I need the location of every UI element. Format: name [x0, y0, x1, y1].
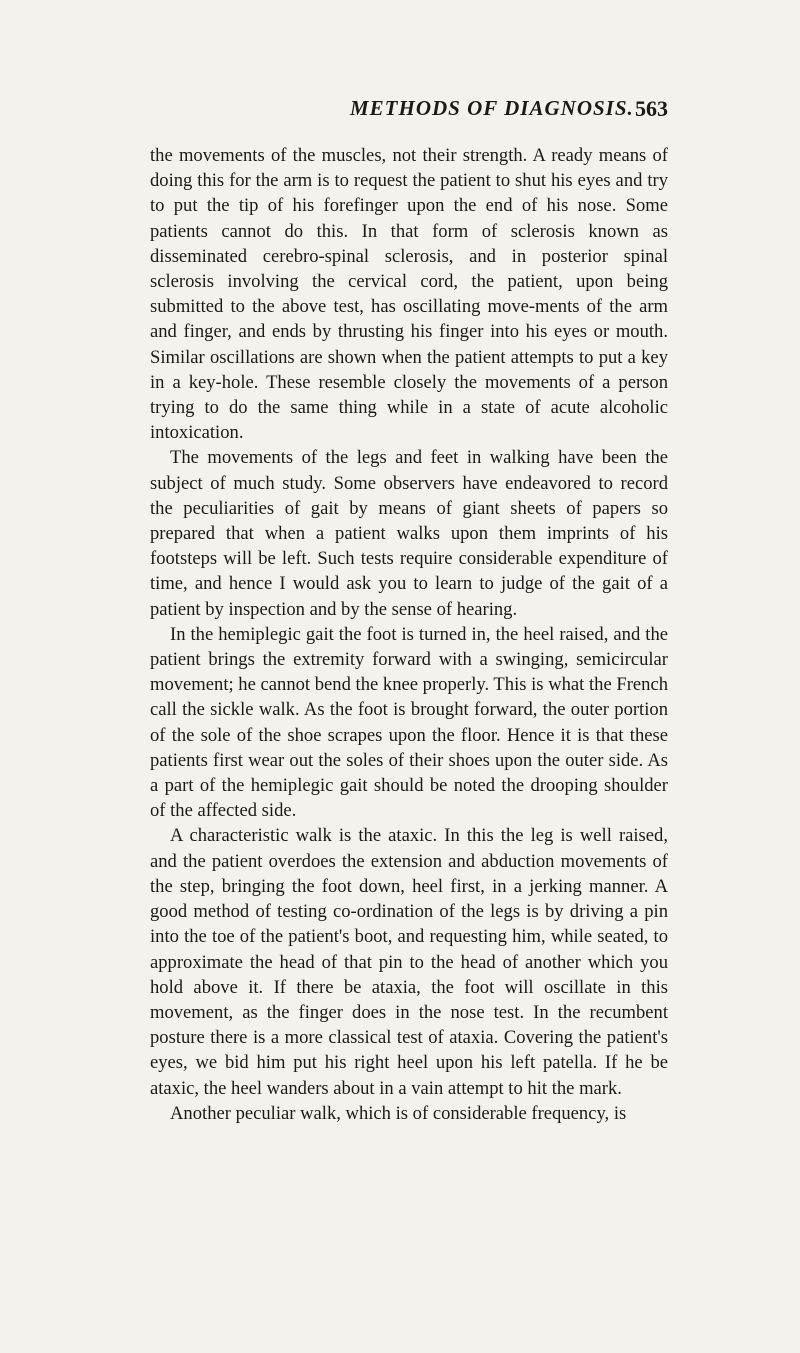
- paragraph-hemiplegic-gait: In the hemiplegic gait the foot is turned in, the heel raised, and the patient brings the extremity forward with a swinging, semicircular movement; he cannot bend the knee properly. This is what the French call the sickle walk. As the foot is brought forward, the outer portion of the sole of the shoe scrapes upon the floor. Hence it is that these patients first wear out the soles of their shoes upon the outer side. As a part of the hemiplegic gait should be noted the drooping shoulder of the affected side.: [150, 623, 668, 822]
- body-text: [150, 143, 668, 1126]
- page-number: 563: [635, 96, 668, 121]
- paragraph-continuation: the movements of the muscles, not their strength. A ready means of doing this for the arm is to request the patient to shut his eyes and try to put the tip of his forefinger upon the end of his nose. Some patients cannot do this. In that form of sclerosis known as disseminated cerebro-spinal sclerosis, and in posterior spinal sclerosis involving the cervical cord, the patient, upon being submitted to the above test, has oscillating move-ments of the arm and finger, and ends by thrusting his finger into his eyes or mouth. Similar oscillations are shown when the patient attempts to put a key in a key-hole. These resemble closely the movements of a person trying to do the same thing while in a state of acute alcoholic intoxication.: [150, 145, 668, 444]
- running-title: METHODS OF DIAGNOSIS.: [350, 96, 634, 120]
- paragraph-gait-study: The movements of the legs and feet in walking have been the subject of much study. Some observers have endeavored to record the peculiarities of gait by means of giant sheets of papers so prepared that when a patient walks upon them imprints of his footsteps will be left. Such tests require considerable expenditure of time, and hence I would ask you to learn to judge of the gait of a patient by inspection and by the sense of hearing.: [150, 447, 668, 620]
- paragraph-peculiar-walk: Another peculiar walk, which is of considerable frequency, is: [170, 1102, 627, 1124]
- page-header: [150, 96, 668, 126]
- paragraph-ataxic-walk: A characteristic walk is the ataxic. In this the leg is well raised, and the patient overdoes the extension and abduction movements of the step, bringing the foot down, heel first, in a jerking manner. A good method of testing co-ordination of the legs is by driving a pin into the toe of the patient's boot, and requesting him, while seated, to approximate the head of that pin to the head of another which you hold above it. If there be ataxia, the foot will oscillate in this movement, as the finger does in the nose test. In the recumbent posture there is a more classical test of ataxia. Covering the patient's eyes, we bid him put his right heel upon his left patella. If he be ataxic, the heel wanders about in a vain attempt to hit the mark.: [150, 825, 668, 1099]
